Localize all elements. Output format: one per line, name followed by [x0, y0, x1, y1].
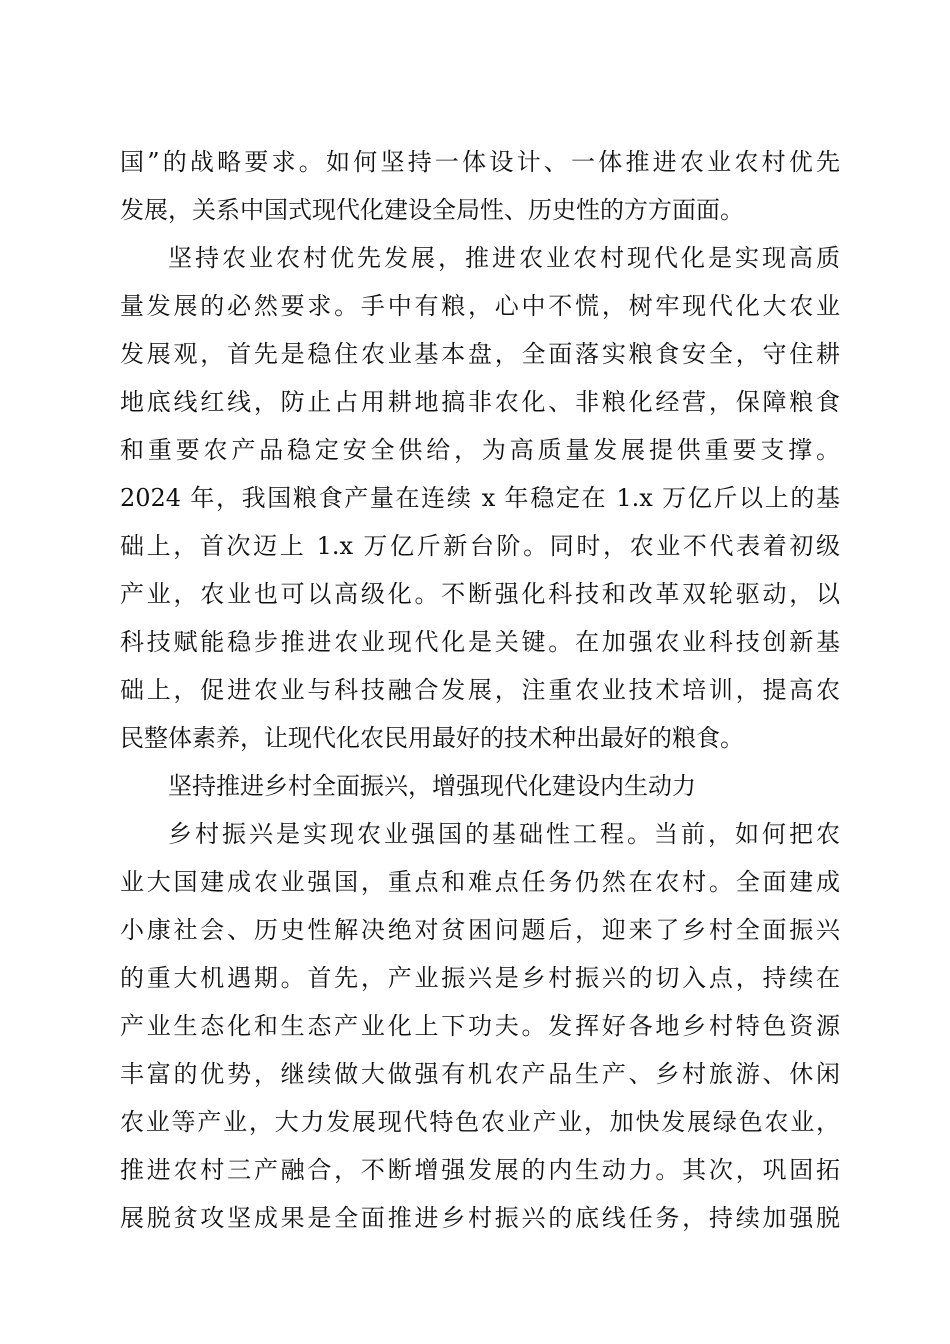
text-line: 业大国建成农业强国，重点和难点任务仍然在农村。全面建成	[120, 868, 840, 896]
text-line: 的重大机遇期。首先，产业振兴是乡村振兴的切入点，持续在	[120, 964, 840, 992]
text-line: 地底线红线，防止占用耕地搞非农化、非粮化经营，保障粮食	[120, 388, 840, 416]
paragraph-start-line: 坚持农业农村优先发展，推进农业农村现代化是实现高质	[168, 244, 840, 272]
text-line: 科技赋能稳步推进农业现代化是关键。在加强农业科技创新基	[120, 628, 840, 656]
text-line: 发展，关系中国式现代化建设全局性、历史性的方方面面。	[120, 196, 744, 224]
text-line: 础上，首次迈上 1.x 万亿斤新台阶。同时，农业不代表着初级	[120, 532, 840, 560]
text-line: 国”的战略要求。如何坚持一体设计、一体推进农业农村优先	[120, 148, 840, 176]
text-line: 农业等产业，大力发展现代特色农业产业，加快发展绿色农业，	[120, 1108, 840, 1136]
text-line: 和重要农产品稳定安全供给，为高质量发展提供重要支撑。	[120, 436, 840, 464]
text-line: 量发展的必然要求。手中有粮，心中不慌，树牢现代化大农业	[120, 292, 840, 320]
text-line: 民整体素养，让现代化农民用最好的技术种出最好的粮食。	[120, 724, 744, 752]
text-line: 发展观，首先是稳住农业基本盘，全面落实粮食安全，守住耕	[120, 340, 840, 368]
paragraph-start-line: 乡村振兴是实现农业强国的基础性工程。当前，如何把农	[168, 820, 840, 848]
text-line: 展脱贫攻坚成果是全面推进乡村振兴的底线任务，持续加强脱	[120, 1204, 840, 1232]
text-line: 产业，农业也可以高级化。不断强化科技和改革双轮驱动，以	[120, 580, 840, 608]
text-line: 产业生态化和生态产业化上下功夫。发挥好各地乡村特色资源	[120, 1012, 840, 1040]
text-line: 丰富的优势，继续做大做强有机农产品生产、乡村旅游、休闲	[120, 1060, 840, 1088]
text-line: 推进农村三产融合，不断增强发展的内生动力。其次，巩固拓	[120, 1156, 840, 1184]
text-line: 础上，促进农业与科技融合发展，注重农业技术培训，提高农	[120, 676, 840, 704]
text-line: 2024 年，我国粮食产量在连续 x 年稳定在 1.x 万亿斤以上的基	[120, 484, 840, 512]
text-line: 小康社会、历史性解决绝对贫困问题后，迎来了乡村全面振兴	[120, 916, 840, 944]
section-heading: 坚持推进乡村全面振兴，增强现代化建设内生动力	[168, 772, 696, 800]
